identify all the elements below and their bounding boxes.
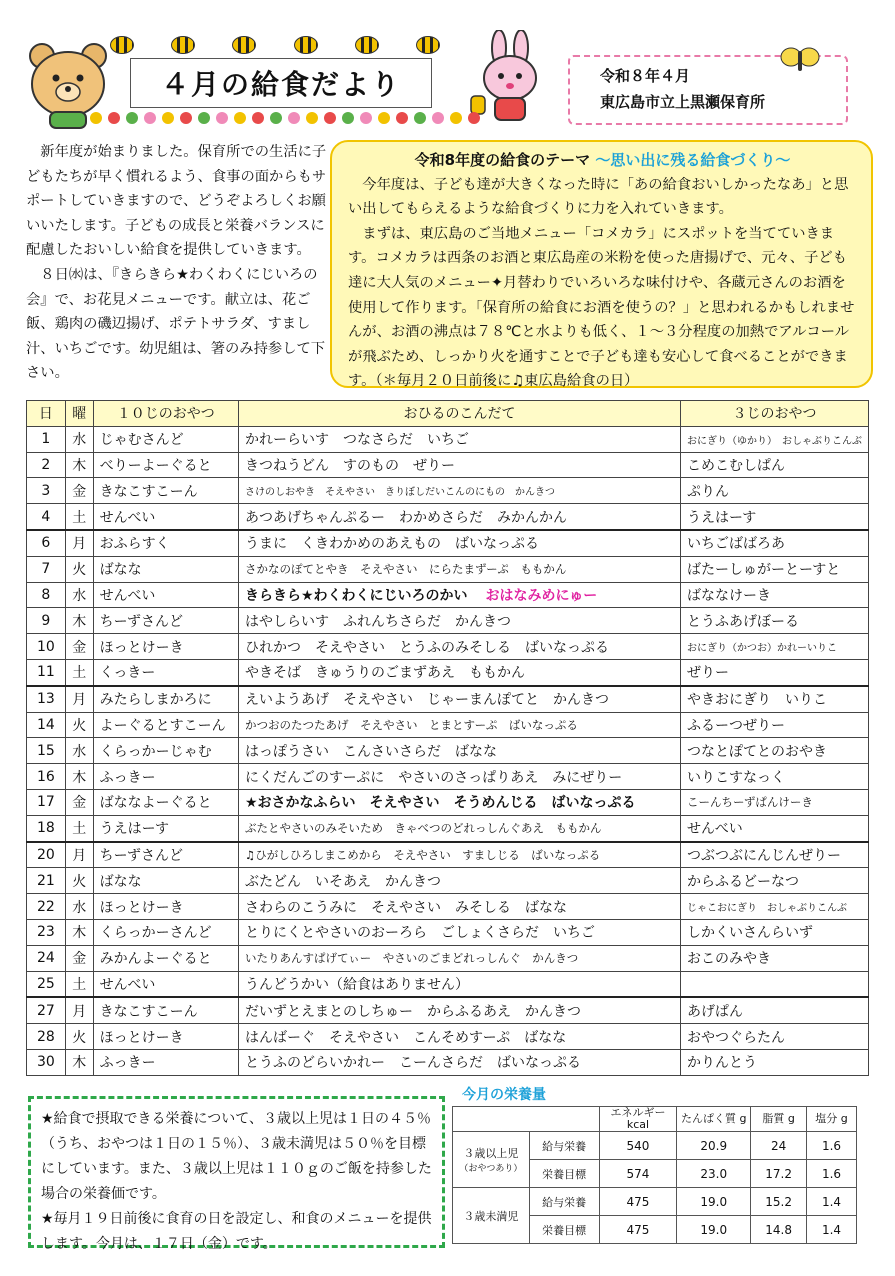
menu-afternoon-snack: とうふあげぼーる: [680, 608, 868, 634]
nutrition-group: [453, 1132, 530, 1188]
menu-lunch: [238, 659, 680, 685]
menu-afternoon-snack: いちごばばろあ: [680, 530, 868, 556]
menu-day: 4: [27, 504, 66, 530]
menu-day: 3: [27, 478, 66, 504]
menu-lunch: [238, 919, 680, 945]
menu-lunch-text: さわらのこうみに そえやさい みそしる ばなな: [244, 899, 567, 916]
menu-weekday: 水: [65, 582, 93, 608]
menu-day: 8: [27, 582, 66, 608]
header-morning-snack: １０じのおやつ: [93, 401, 238, 427]
nutrition-value: 23.0: [677, 1160, 751, 1188]
theme-subtitle: ～思い出に残る給食づくり～: [595, 151, 791, 169]
menu-morning-snack: ちーずさんど: [93, 842, 238, 868]
lunch-theme-box: [330, 140, 873, 388]
menu-row: [27, 530, 869, 556]
menu-afternoon-snack: おやつぐらたん: [680, 1024, 868, 1050]
menu-weekday: 土: [65, 659, 93, 685]
menu-day: 7: [27, 556, 66, 582]
menu-afternoon-snack: ぜりー: [680, 659, 868, 685]
menu-afternoon-snack: おこのみやき: [680, 945, 868, 971]
menu-row: [27, 504, 869, 530]
menu-afternoon-snack: せんべい: [680, 815, 868, 841]
menu-weekday: 火: [65, 712, 93, 738]
nutrition-group-sub: （おやつあり）: [459, 1164, 523, 1174]
menu-afternoon-snack: おにぎり（かつお）かれーいりこ: [680, 634, 868, 660]
menu-weekday: 木: [65, 919, 93, 945]
menu-row: [27, 815, 869, 841]
nutrition-value: 1.4: [807, 1188, 857, 1216]
menu-row: [27, 608, 869, 634]
menu-afternoon-snack: やきおにぎり いりこ: [680, 686, 868, 712]
menu-morning-snack: ばなな: [93, 556, 238, 582]
menu-day: 23: [27, 919, 66, 945]
menu-weekday: 月: [65, 686, 93, 712]
menu-afternoon-snack: つなとぽてとのおやき: [680, 738, 868, 764]
nutrition-row-label: 栄養目標: [529, 1216, 599, 1244]
menu-lunch-text: ♫ひがしひろしまこめから そえやさい すましじる ばいなっぷる: [244, 847, 601, 862]
menu-morning-snack: きなこすこーん: [93, 478, 238, 504]
bee-icon: [355, 36, 379, 54]
menu-day: 17: [27, 789, 66, 815]
menu-row: [27, 1049, 869, 1075]
menu-lunch: [238, 686, 680, 712]
menu-header-row: [27, 401, 869, 427]
menu-lunch-text: うんどうかい（給食はありません）: [244, 976, 469, 993]
menu-row: [27, 712, 869, 738]
menu-weekday: 土: [65, 815, 93, 841]
bee-icon: [294, 36, 318, 54]
bee-icon: [171, 36, 195, 54]
menu-lunch-text: はっぽうさい こんさいさらだ ばなな: [244, 743, 497, 760]
nutrition-row-label: 給与栄養: [529, 1132, 599, 1160]
menu-weekday: 木: [65, 764, 93, 790]
menu-lunch-text: あつあげちゃんぷるー わかめさらだ みかんかん: [244, 509, 567, 526]
menu-weekday: 水: [65, 426, 93, 452]
menu-row: [27, 997, 869, 1023]
menu-day: 18: [27, 815, 66, 841]
menu-lunch: [238, 1049, 680, 1075]
menu-weekday: 水: [65, 738, 93, 764]
theme-paragraph: 今年度は、子ども達が大きくなった時に「あの給食おいしかったなあ」と思い出してもらえるような給食づくりに力を入れていきます。: [348, 176, 849, 218]
menu-afternoon-snack: こめこむしぱん: [680, 452, 868, 478]
menu-afternoon-snack: からふるどーなつ: [680, 868, 868, 894]
header-day: 日: [27, 401, 66, 427]
menu-morning-snack: じゃむさんど: [93, 426, 238, 452]
menu-row: [27, 945, 869, 971]
menu-day: 27: [27, 997, 66, 1023]
page-title: ４月の給食だより: [130, 58, 432, 108]
menu-morning-snack: ほっとけーき: [93, 634, 238, 660]
menu-afternoon-snack: おにぎり（ゆかり） おしゃぶりこんぶ: [680, 426, 868, 452]
menu-weekday: 土: [65, 504, 93, 530]
nutrition-header: たんぱく質 g: [677, 1107, 751, 1132]
menu-afternoon-snack: あげぱん: [680, 997, 868, 1023]
menu-day: 21: [27, 868, 66, 894]
menu-row: [27, 634, 869, 660]
header-lunch: おひるのこんだて: [238, 401, 680, 427]
nutrition-value: 574: [599, 1160, 677, 1188]
nutrition-value: 475: [599, 1216, 677, 1244]
menu-afternoon-snack: ぷりん: [680, 478, 868, 504]
menu-day: 25: [27, 971, 66, 997]
menu-weekday: 土: [65, 971, 93, 997]
nutrition-value: 1.6: [807, 1160, 857, 1188]
nutrition-value: 20.9: [677, 1132, 751, 1160]
menu-day: 14: [27, 712, 66, 738]
menu-morning-snack: せんべい: [93, 582, 238, 608]
menu-row: [27, 842, 869, 868]
menu-day: 20: [27, 842, 66, 868]
nutrition-notes-box: [28, 1096, 445, 1252]
bee-row: [110, 36, 440, 54]
menu-lunch-text: ひれかつ そえやさい とうふのみそしる ばいなっぷる: [244, 639, 609, 656]
nutrition-value: 1.4: [807, 1216, 857, 1244]
menu-lunch: [238, 789, 680, 815]
menu-weekday: 金: [65, 478, 93, 504]
menu-lunch-text: はんばーぐ そえやさい こんそめすーぷ ばなな: [244, 1029, 567, 1046]
menu-afternoon-snack: ばななけーき: [680, 582, 868, 608]
menu-day: 10: [27, 634, 66, 660]
menu-lunch: [238, 426, 680, 452]
nutrition-header: 塩分 g: [807, 1107, 857, 1132]
theme-title: 令和8年度の給食のテーマ: [414, 151, 591, 169]
nutrition-group: [453, 1188, 530, 1244]
menu-weekday: 金: [65, 634, 93, 660]
menu-lunch: [238, 945, 680, 971]
theme-heading: [348, 148, 857, 173]
menu-row: [27, 426, 869, 452]
menu-row: [27, 789, 869, 815]
menu-weekday: 月: [65, 530, 93, 556]
nutrition-value: 15.2: [751, 1188, 807, 1216]
menu-lunch: [238, 1024, 680, 1050]
menu-lunch-text: ★おさかなふらい そえやさい そうめんじる ばいなっぷる: [244, 795, 636, 812]
nutrition-group-name: ３歳未満児: [463, 1209, 519, 1223]
organization-name: 東広島市立上黒瀬保育所: [600, 93, 766, 111]
menu-day: 30: [27, 1049, 66, 1075]
menu-morning-snack: ほっとけーき: [93, 894, 238, 920]
nutrition-row: [453, 1188, 857, 1216]
menu-day: 13: [27, 686, 66, 712]
menu-afternoon-snack: ばたーしゅがーとーすと: [680, 556, 868, 582]
menu-afternoon-snack: [680, 971, 868, 997]
menu-lunch-text: ぶたどん いそあえ かんきつ: [244, 873, 441, 890]
menu-lunch-text: うまに くきわかめのあえもの ばいなっぷる: [244, 536, 539, 553]
menu-lunch-text: ぶたとやさいのみそいため きゃべつのどれっしんぐあえ ももかん: [244, 821, 602, 836]
menu-day: 9: [27, 608, 66, 634]
menu-morning-snack: おふらすく: [93, 530, 238, 556]
menu-morning-snack: くらっかーじゃむ: [93, 738, 238, 764]
menu-row: [27, 452, 869, 478]
intro-paragraph: 新年度が始まりました。保育所での生活に子どもたちが早く慣れるよう、食事の面からもサポートしていきますので、どうぞよろしくお願いいたします。子どもの成長と栄養バランスに配慮したおいしい給食を提供していきます。: [26, 144, 327, 259]
menu-row: [27, 1024, 869, 1050]
menu-lunch-text: やきそば きゅうりのごまずあえ ももかん: [244, 665, 525, 682]
menu-afternoon-snack: いりこすなっく: [680, 764, 868, 790]
menu-lunch: [238, 894, 680, 920]
menu-lunch: [238, 712, 680, 738]
menu-day: 22: [27, 894, 66, 920]
menu-day: 6: [27, 530, 66, 556]
menu-row: [27, 894, 869, 920]
flower-border: [90, 108, 510, 128]
menu-morning-snack: みたらしまかろに: [93, 686, 238, 712]
menu-morning-snack: ほっとけーき: [93, 1024, 238, 1050]
menu-afternoon-snack: しかくいさんらいず: [680, 919, 868, 945]
menu-afternoon-snack: じゃこおにぎり おしゃぶりこんぶ: [680, 894, 868, 920]
menu-lunch: [238, 478, 680, 504]
menu-lunch: [238, 868, 680, 894]
menu-lunch: [238, 582, 680, 608]
menu-day: 1: [27, 426, 66, 452]
nutrition-value: 14.8: [751, 1216, 807, 1244]
menu-day: 28: [27, 1024, 66, 1050]
nutrition-corner: [453, 1107, 600, 1132]
bee-icon: [416, 36, 440, 54]
menu-lunch: [238, 971, 680, 997]
menu-day: 11: [27, 659, 66, 685]
menu-weekday: 火: [65, 1024, 93, 1050]
menu-lunch: [238, 452, 680, 478]
header-weekday: 曜: [65, 401, 93, 427]
butterfly-icon: [780, 45, 820, 75]
menu-row: [27, 659, 869, 685]
menu-lunch-text: さかなのぽてとやき そえやさい にらたまずーぷ ももかん: [244, 562, 567, 577]
menu-lunch-text: かつおのたつたあげ そえやさい とまとすーぷ ばいなっぷる: [244, 717, 578, 732]
menu-weekday: 火: [65, 868, 93, 894]
menu-morning-snack: ばなな: [93, 868, 238, 894]
nutrition-value: 19.0: [677, 1188, 751, 1216]
menu-weekday: 金: [65, 945, 93, 971]
menu-lunch: [238, 764, 680, 790]
menu-lunch-text: とうふのどらいかれー こーんさらだ ばいなっぷる: [244, 1055, 581, 1072]
menu-row: [27, 764, 869, 790]
menu-morning-snack: べりーよーぐると: [93, 452, 238, 478]
header-afternoon-snack: ３じのおやつ: [680, 401, 868, 427]
menu-day: 24: [27, 945, 66, 971]
menu-weekday: 木: [65, 452, 93, 478]
menu-morning-snack: よーぐるとすこーん: [93, 712, 238, 738]
menu-weekday: 火: [65, 556, 93, 582]
menu-morning-snack: くっきー: [93, 659, 238, 685]
menu-morning-snack: きなこすこーん: [93, 997, 238, 1023]
nutrition-value: 540: [599, 1132, 677, 1160]
menu-afternoon-snack: うえはーす: [680, 504, 868, 530]
menu-row: [27, 556, 869, 582]
menu-afternoon-snack: ふるーつぜりー: [680, 712, 868, 738]
menu-afternoon-snack: かりんとう: [680, 1049, 868, 1075]
menu-row: [27, 919, 869, 945]
nutrition-row-label: 給与栄養: [529, 1188, 599, 1216]
note-paragraph: ★給食で摂取できる栄養について、３歳以上児は１日の４５％（うち、おやつは１日の１５％）、３歳未満児は５０％を目標にしています。また、３歳以上児は１１０ｇのご飯を持参した場合の栄養価です。: [41, 1111, 432, 1202]
menu-lunch-text: だいずとえまとのしちゅー からふるあえ かんきつ: [244, 1003, 581, 1020]
menu-morning-snack: ばななよーぐると: [93, 789, 238, 815]
menu-morning-snack: ちーずさんど: [93, 608, 238, 634]
menu-lunch: [238, 997, 680, 1023]
menu-lunch-text: はやしらいす ふれんちさらだ かんきつ: [244, 613, 511, 630]
menu-morning-snack: ふっきー: [93, 1049, 238, 1075]
issue-date: 令和８年４月: [600, 67, 691, 85]
menu-weekday: 金: [65, 789, 93, 815]
nutrition-title: 今月の栄養量: [462, 1087, 546, 1103]
nutrition-value: 1.6: [807, 1132, 857, 1160]
menu-lunch-text: にくだんごのすーぷに やさいのさっぱりあえ みにぜりー: [244, 769, 623, 786]
menu-lunch: [238, 738, 680, 764]
nutrition-value: 475: [599, 1188, 677, 1216]
nutrition-value: 17.2: [751, 1160, 807, 1188]
menu-weekday: 月: [65, 842, 93, 868]
theme-paragraph: まずは、東広島のご当地メニュー「コメカラ」にスポットを当てていきます。コメカラは西条のお酒と東広島産の米粉を使った唐揚げで、元々、子ども達に大人気のメニュー✦月替わりでいろいろな味付けや、各蔵元さんのお酒を使用して作ります。「保育所の給食にお酒を使うの？」と思われるかもしれませんが、お酒の沸点は７８℃と水よりも低く、１～３分程度の加熱でアルコールが飛ぶため、しっかり火を通すことで子ども達も安心して食べることができます。（＊毎月２０日前後に♫東広島給食の日）: [348, 225, 855, 390]
menu-lunch: [238, 634, 680, 660]
nutrition-value: 19.0: [677, 1216, 751, 1244]
menu-morning-snack: くらっかーさんど: [93, 919, 238, 945]
menu-morning-snack: みかんよーぐると: [93, 945, 238, 971]
menu-lunch-text: さけのしおやき そえやさい きりぼしだいこんのにもの かんきつ: [244, 487, 555, 499]
menu-morning-snack: ふっきー: [93, 764, 238, 790]
nutrition-header: エネルギー kcal: [599, 1107, 677, 1132]
menu-day: 15: [27, 738, 66, 764]
intro-text: [26, 140, 331, 386]
nutrition-group-name: ３歳以上児: [463, 1147, 519, 1160]
nutrition-header: 脂質 g: [751, 1107, 807, 1132]
menu-weekday: 月: [65, 997, 93, 1023]
nutrition-row-label: 栄養目標: [529, 1160, 599, 1188]
menu-weekday: 水: [65, 894, 93, 920]
menu-morning-snack: せんべい: [93, 971, 238, 997]
menu-lunch: [238, 504, 680, 530]
menu-morning-snack: せんべい: [93, 504, 238, 530]
menu-day: 16: [27, 764, 66, 790]
menu-lunch-text: きらきら★わくわくにじいろのかい: [244, 587, 468, 604]
menu-row: [27, 582, 869, 608]
menu-row: [27, 478, 869, 504]
menu-morning-snack: うえはーす: [93, 815, 238, 841]
bee-icon: [232, 36, 256, 54]
menu-row: [27, 868, 869, 894]
menu-afternoon-snack: こーんちーずぱんけーき: [680, 789, 868, 815]
menu-row: [27, 738, 869, 764]
menu-lunch: [238, 842, 680, 868]
nutrition-row: [453, 1132, 857, 1160]
menu-lunch-text: きつねうどん すのもの ぜりー: [244, 457, 455, 474]
menu-weekday: 木: [65, 608, 93, 634]
intro-paragraph: ８日㈬は、『きらきら★わくわくにじいろの会』で、お花見メニューです。献立は、花ご飯、鶏肉の磯辺揚げ、ポテトサラダ、すまし汁、いちごです。幼児組は、箸のみ持参して下さい。: [26, 266, 326, 382]
menu-lunch: [238, 556, 680, 582]
menu-lunch: [238, 608, 680, 634]
nutrition-value: 24: [751, 1132, 807, 1160]
menu-weekday: 木: [65, 1049, 93, 1075]
menu-lunch: [238, 815, 680, 841]
menu-event-label: おはなみめにゅー: [485, 587, 598, 604]
menu-lunch-text: えいようあげ そえやさい じゃーまんぽてと かんきつ: [244, 692, 609, 709]
monthly-menu-table: [26, 400, 869, 1076]
menu-row: [27, 971, 869, 997]
menu-lunch: [238, 530, 680, 556]
menu-afternoon-snack: つぶつぶにんじんぜりー: [680, 842, 868, 868]
menu-lunch-text: いたりあんすぱげてぃー やさいのごまどれっしんぐ かんきつ: [244, 951, 579, 966]
menu-row: [27, 686, 869, 712]
nutrition-table: [452, 1106, 857, 1244]
menu-day: 2: [27, 452, 66, 478]
menu-lunch-text: かれーらいす つなさらだ いちご: [244, 432, 469, 449]
note-paragraph: ★毎月１９日前後に食育の日を設定し、和食のメニューを提供します。今月は、１７日（金）です。: [41, 1211, 432, 1252]
menu-lunch-text: とりにくとやさいのおーろら ごしょくさらだ いちご: [244, 925, 595, 942]
nutrition-header-row: [453, 1107, 857, 1132]
